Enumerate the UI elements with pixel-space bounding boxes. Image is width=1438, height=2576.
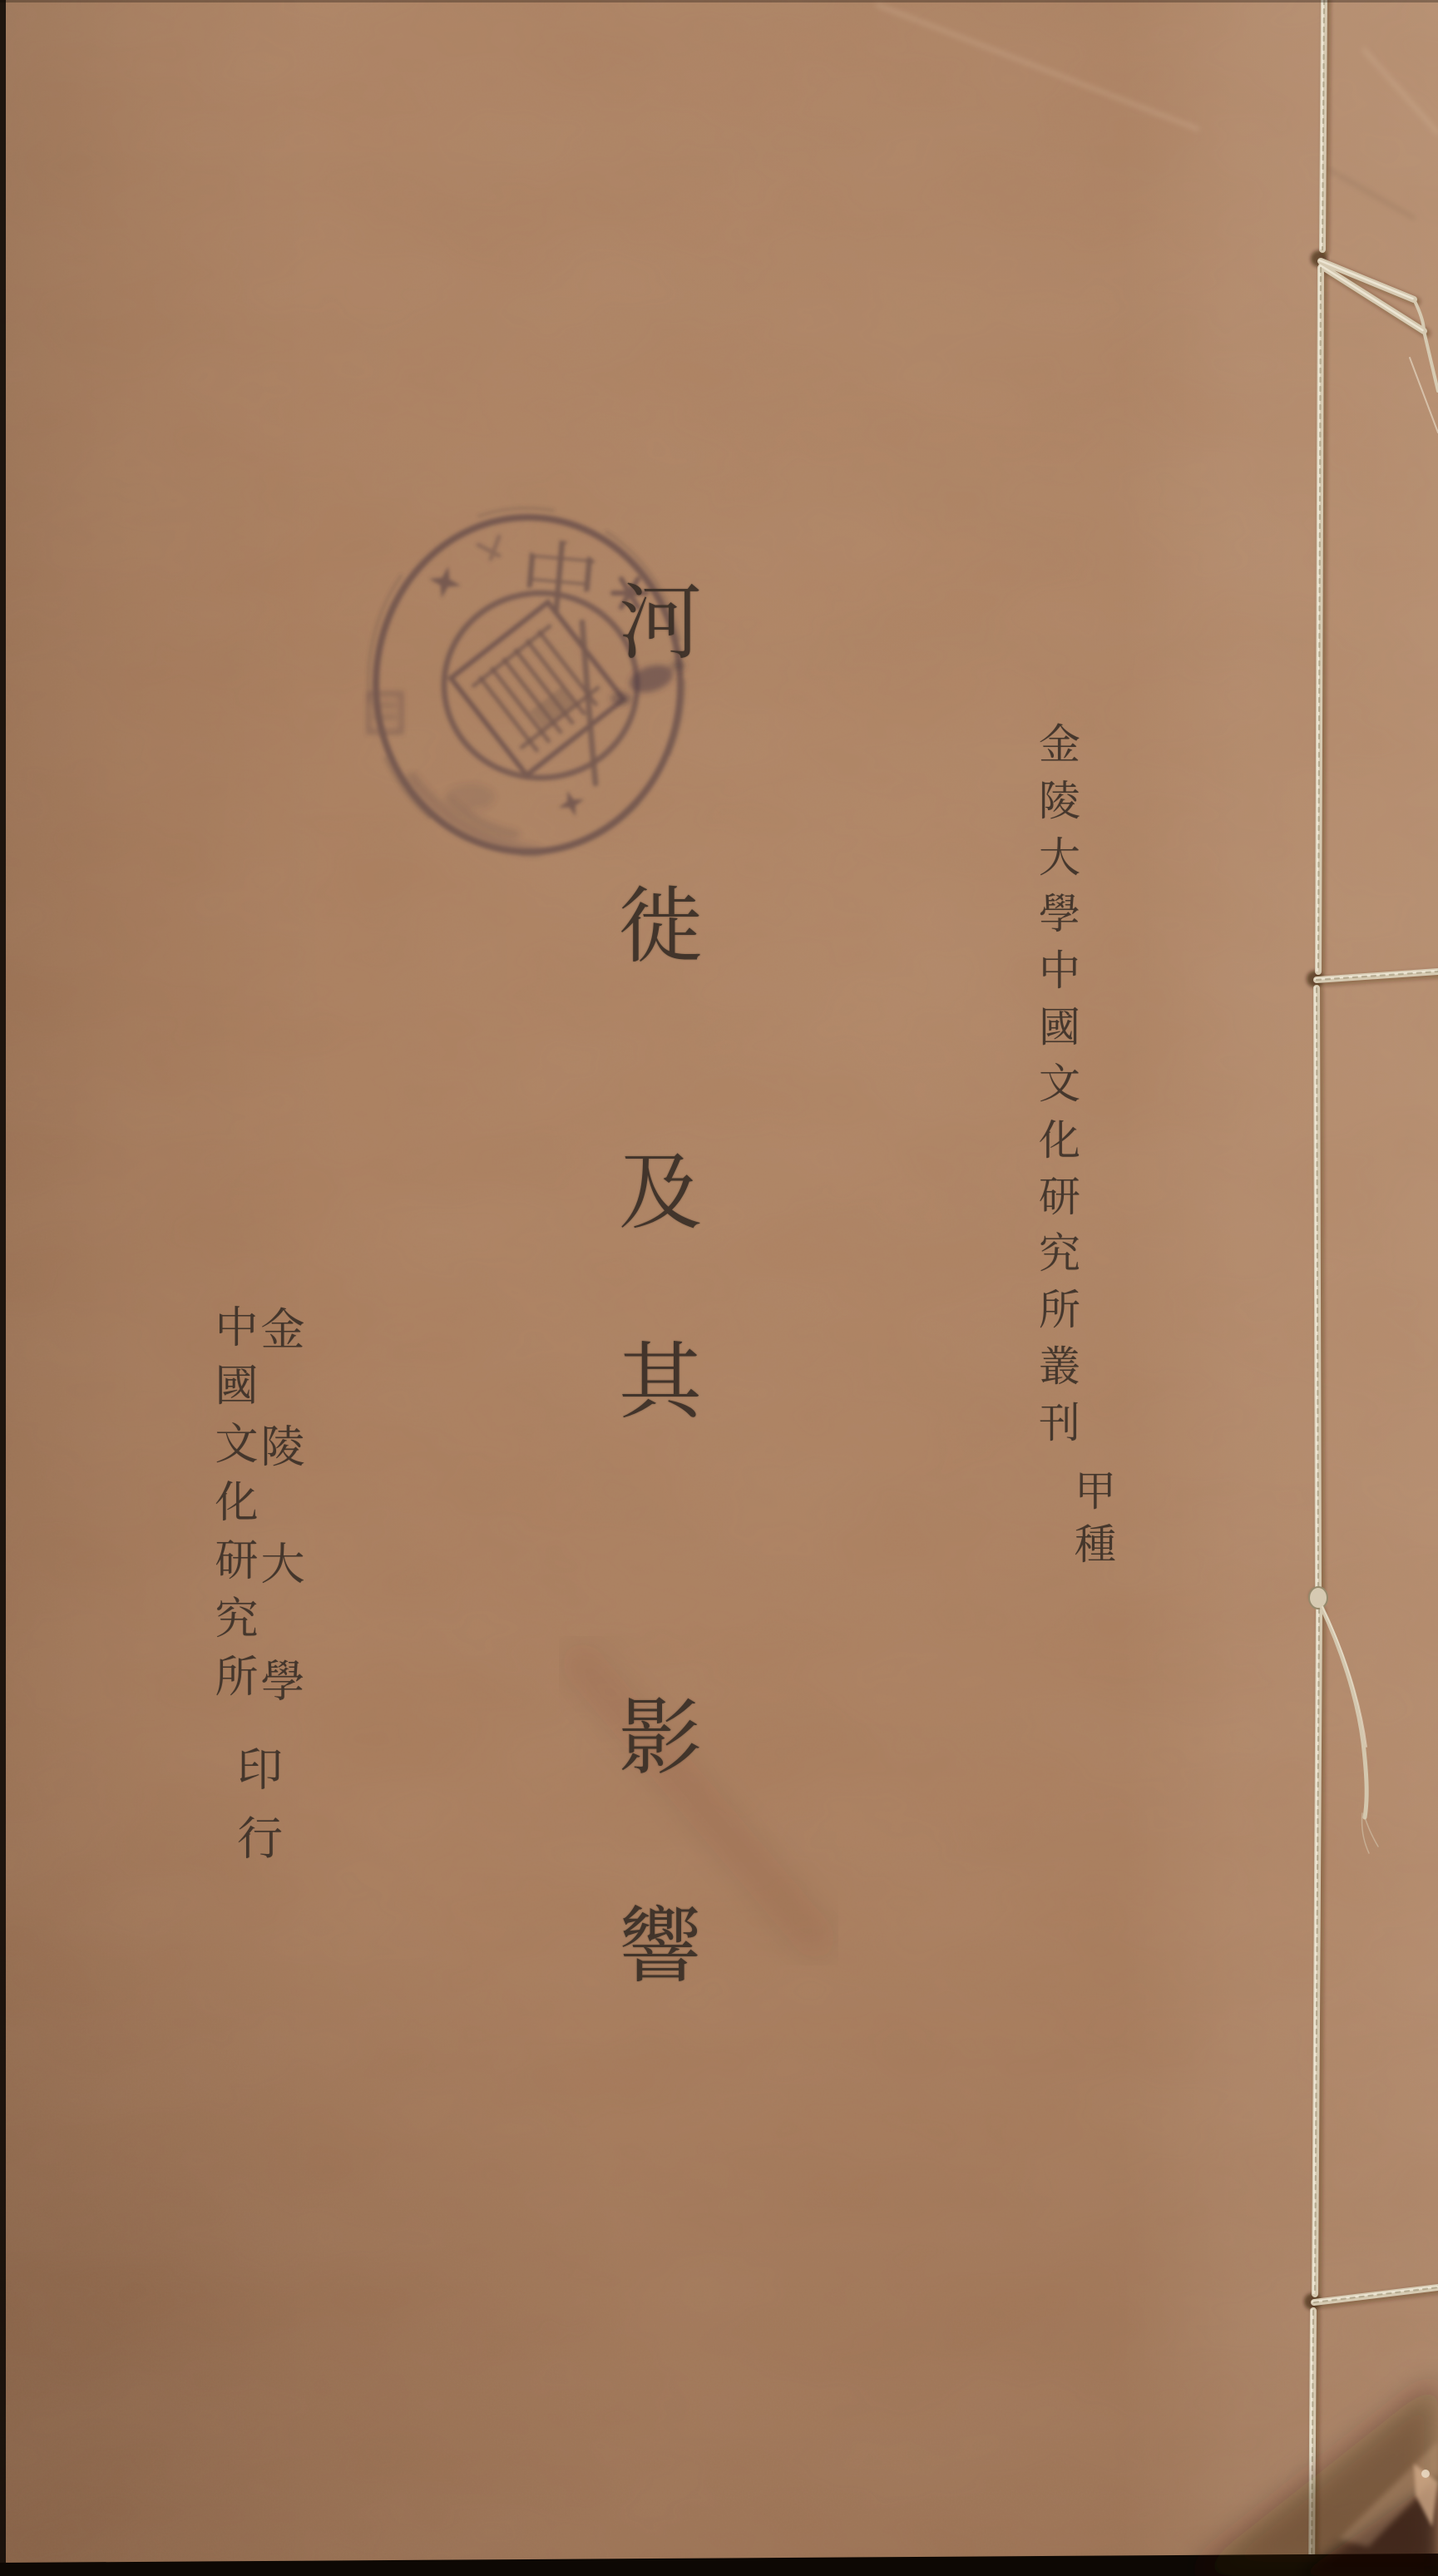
torn-edge-speck [1421, 2470, 1430, 2478]
stamp-top-glyph: 中 [515, 530, 603, 630]
title-char-5: 影 [619, 1689, 702, 1787]
title-char-3: 及 [619, 1144, 702, 1241]
series-class-mark: 甲種 [1068, 1469, 1116, 1575]
publisher-institute: 中國文化研究所 [207, 1304, 257, 1712]
title-char-2: 徙 [619, 878, 702, 975]
title-char-4: 其 [619, 1333, 702, 1431]
series-title: 金陵大學中國文化研究所叢刊 [1032, 722, 1080, 1457]
binding-thread [1304, 0, 1438, 2576]
publisher-university: 金陵大學 [254, 1306, 304, 1775]
title-char-1: 河 [619, 574, 702, 671]
ink-smudge [610, 660, 685, 705]
publisher-imprint: 印行 [230, 1745, 283, 1883]
title-char-6: 響 [619, 1897, 702, 1995]
top-edge-shadow [0, 0, 1438, 2]
left-edge-shadow [0, 0, 6, 2576]
